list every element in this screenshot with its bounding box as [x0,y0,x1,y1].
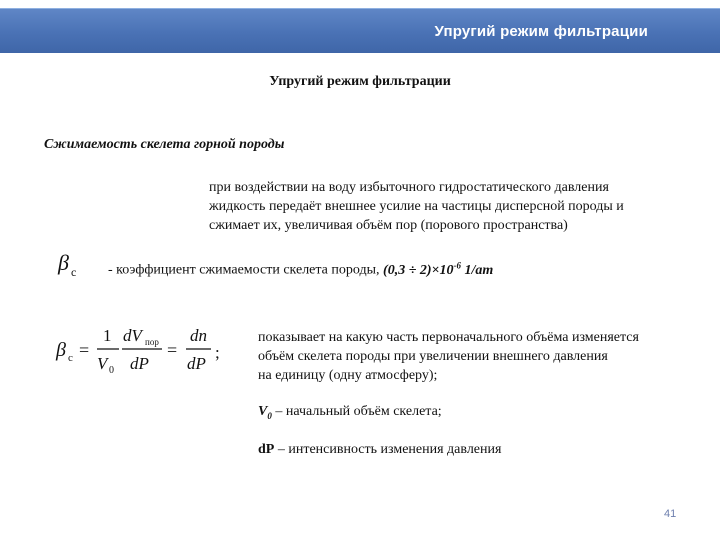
coefficient-value [383,260,494,278]
dp-text: – интенсивность изменения давления [274,442,502,457]
beta-letter: β [58,250,69,275]
frac1-num: 1 [103,326,112,345]
dp-definition [258,442,501,458]
formula-lhs: β [56,339,66,361]
intro-paragraph [209,178,699,235]
header-title: Упругий режим фильтрации [434,23,648,40]
explanation-paragraph [258,328,708,385]
v0-symbol-letter: V [258,404,268,419]
frac2-num: dV [123,326,142,345]
slide-heading: Упругий режим фильтрации [269,74,451,89]
frac2-den: dP [130,354,149,373]
beta-subscript: c [70,265,77,279]
dp-symbol: dP [258,442,275,457]
coefficient-unit: 1/ат [461,262,494,278]
explanation-line: объём скелета породы при увеличении внешнего давления [258,349,608,364]
coefficient-text: - коэффициент сжимаемости скелета породы, [108,262,384,278]
coefficient-line [108,260,493,279]
frac1-den-sub: 0 [109,365,114,376]
explanation-line: на единицу (одну атмосферу); [258,368,438,383]
explanation-line: показывает на какую часть первоначального объёма изменяется [258,330,639,345]
header-bar [0,8,720,53]
formula-semicolon: ; [215,343,220,362]
frac1-den: V [97,354,108,373]
page-number: 41 [664,508,677,520]
intro-line: сжимает их, увеличивая объём пор (порового пространства) [209,218,568,233]
frac3-num: dn [190,326,207,345]
frac3-den: dP [187,354,206,373]
coefficient-exponent: -6 [453,260,462,270]
section-title: Сжимаемость скелета горной породы [44,137,285,152]
beta-symbol [58,250,94,280]
v0-symbol [258,404,272,419]
coefficient-number: (0,3 ÷ 2)×10 [383,262,454,278]
v0-definition [258,404,442,421]
formula-eq-2: = [167,340,178,360]
v0-symbol-sub: 0 [267,410,272,421]
intro-line: при воздействии на воду избыточного гидростатического давления [209,180,609,195]
frac2-num-sub: пор [145,337,159,347]
compressibility-formula [52,318,232,380]
v0-text: – начальный объём скелета; [271,404,442,419]
intro-line: жидкость передаёт внешнее усилие на частицы дисперсной породы и [209,199,624,214]
formula-lhs-sub: c [68,352,73,364]
formula-eq-1: = [79,340,90,360]
